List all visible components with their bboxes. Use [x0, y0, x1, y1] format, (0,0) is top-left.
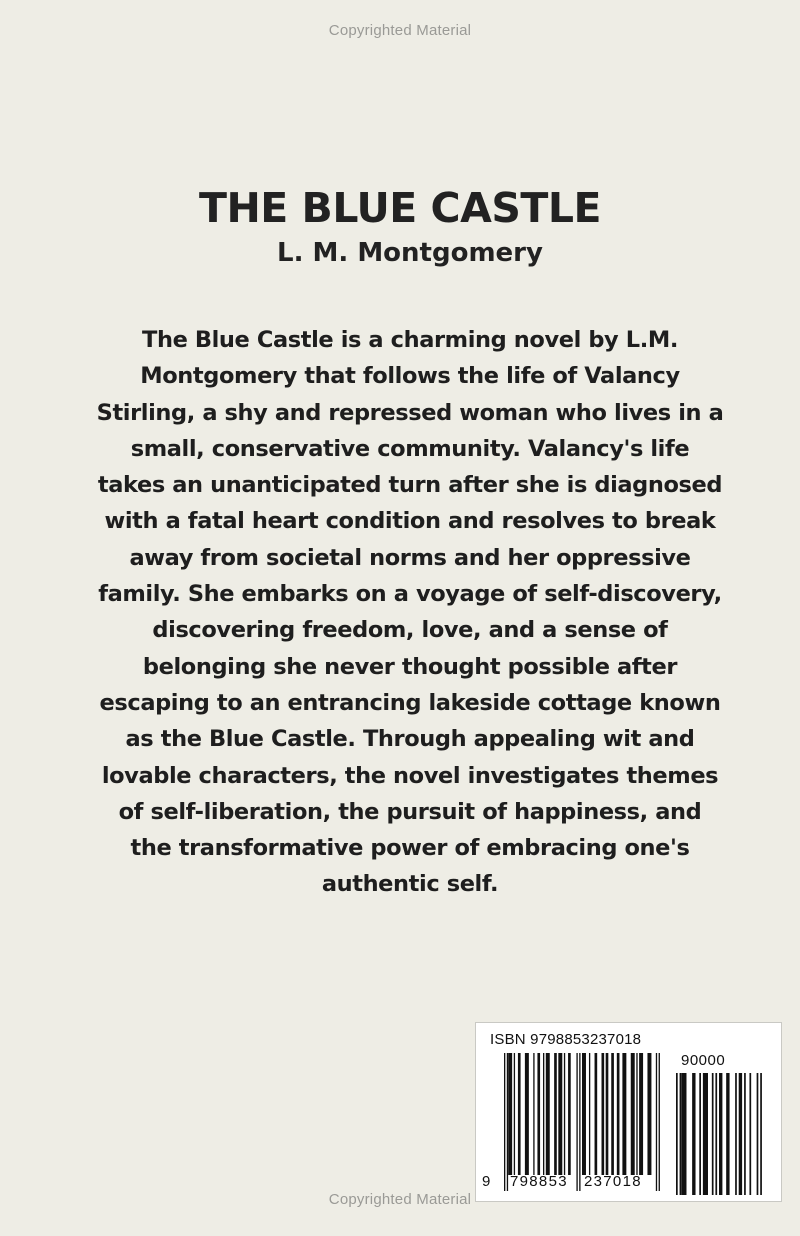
book-author: L. M. Montgomery — [277, 238, 543, 268]
barcode-digits-left: 798853 — [510, 1173, 568, 1190]
blurb-line: Montgomery that follows the life of Valancy — [140, 363, 680, 390]
barcode-bar — [533, 1053, 534, 1175]
isbn-barcode-bars — [504, 1053, 664, 1193]
book-title: THE BLUE CASTLE — [199, 184, 601, 232]
barcode-bar — [636, 1053, 637, 1175]
blurb-line: the transformative power of embracing one's — [130, 835, 690, 862]
barcode-bar — [595, 1053, 598, 1175]
barcode-bar — [744, 1073, 746, 1195]
isbn-label: ISBN 9798853237018 — [490, 1031, 642, 1048]
barcode-bar — [735, 1073, 737, 1195]
barcode-bar — [514, 1053, 515, 1175]
blurb-line: takes an unanticipated turn after she is diagnosed — [97, 472, 723, 499]
isbn-barcode-box — [475, 1022, 782, 1202]
barcode-bar — [582, 1053, 586, 1175]
copyright-watermark-top: Copyrighted Material — [328, 22, 472, 39]
barcode-digit-first: 9 — [482, 1173, 491, 1190]
barcode-bar — [611, 1053, 614, 1175]
barcode-bar — [715, 1073, 717, 1195]
copyright-watermark-bottom: Copyrighted Material — [328, 1191, 472, 1208]
blurb-line: as the Blue Castle. Through appealing wit and — [125, 726, 695, 753]
blurb-line: discovering freedom, love, and a sense of — [152, 617, 668, 644]
barcode-bar — [525, 1053, 529, 1175]
barcode-bar — [543, 1053, 544, 1175]
barcode-bar — [518, 1053, 521, 1175]
barcode-bar — [508, 1053, 512, 1175]
barcode-bar — [537, 1053, 540, 1175]
barcode-bar — [676, 1073, 678, 1195]
barcode-bar — [712, 1073, 714, 1195]
barcode-bar — [504, 1053, 505, 1191]
barcode-bar — [631, 1053, 635, 1175]
barcode-bar — [719, 1073, 722, 1195]
blurb-line: small, conservative community. Valancy's life — [130, 435, 690, 462]
barcode-bar — [589, 1053, 590, 1175]
blurb-line: with a fatal heart condition and resolves to break — [104, 508, 716, 535]
barcode-bar — [617, 1053, 620, 1175]
barcode-bar — [681, 1073, 686, 1195]
book-blurb — [50, 322, 770, 903]
barcode-bar — [699, 1073, 701, 1195]
barcode-bar — [564, 1053, 565, 1175]
barcode-bar — [579, 1053, 580, 1191]
blurb-line: escaping to an entrancing lakeside cottage known — [99, 689, 721, 716]
blurb-line: family. She embarks on a voyage of self-discovery, — [98, 581, 722, 608]
barcode-bar — [546, 1053, 550, 1175]
barcode-bar — [760, 1073, 762, 1195]
barcode-bar — [726, 1073, 729, 1195]
price-code-label: 90000 — [681, 1052, 726, 1069]
barcode-bar — [656, 1053, 657, 1191]
barcode-bar — [659, 1053, 660, 1191]
price-addon-barcode-bars — [676, 1073, 766, 1195]
blurb-line: The Blue Castle is a charming novel by L.M. — [142, 327, 678, 353]
barcode-bar — [639, 1053, 643, 1175]
barcode-bar — [757, 1073, 759, 1195]
barcode-bar — [558, 1053, 562, 1175]
blurb-line: Stirling, a shy and repressed woman who lives in a — [96, 399, 724, 426]
barcode-bar — [507, 1053, 508, 1191]
barcode-bar — [622, 1053, 626, 1175]
barcode-bar — [602, 1053, 605, 1175]
blurb-line: authentic self. — [321, 871, 499, 898]
blurb-line: of self-liberation, the pursuit of happiness, and — [118, 798, 702, 825]
blurb-line: lovable characters, the novel investigates themes — [101, 762, 719, 789]
barcode-bar — [554, 1053, 557, 1175]
barcode-bar — [703, 1073, 708, 1195]
barcode-bar — [692, 1073, 695, 1195]
barcode-bar — [739, 1073, 742, 1195]
barcode-bar — [680, 1073, 682, 1195]
barcode-bar — [576, 1053, 577, 1191]
barcode-bar — [647, 1053, 651, 1175]
blurb-line: belonging she never thought possible after — [142, 653, 678, 680]
barcode-digits-right: 237018 — [584, 1173, 642, 1190]
barcode-bar — [749, 1073, 751, 1195]
blurb-line: away from societal norms and her oppressive — [129, 544, 691, 571]
barcode-bar — [568, 1053, 571, 1175]
barcode-bar — [606, 1053, 609, 1175]
